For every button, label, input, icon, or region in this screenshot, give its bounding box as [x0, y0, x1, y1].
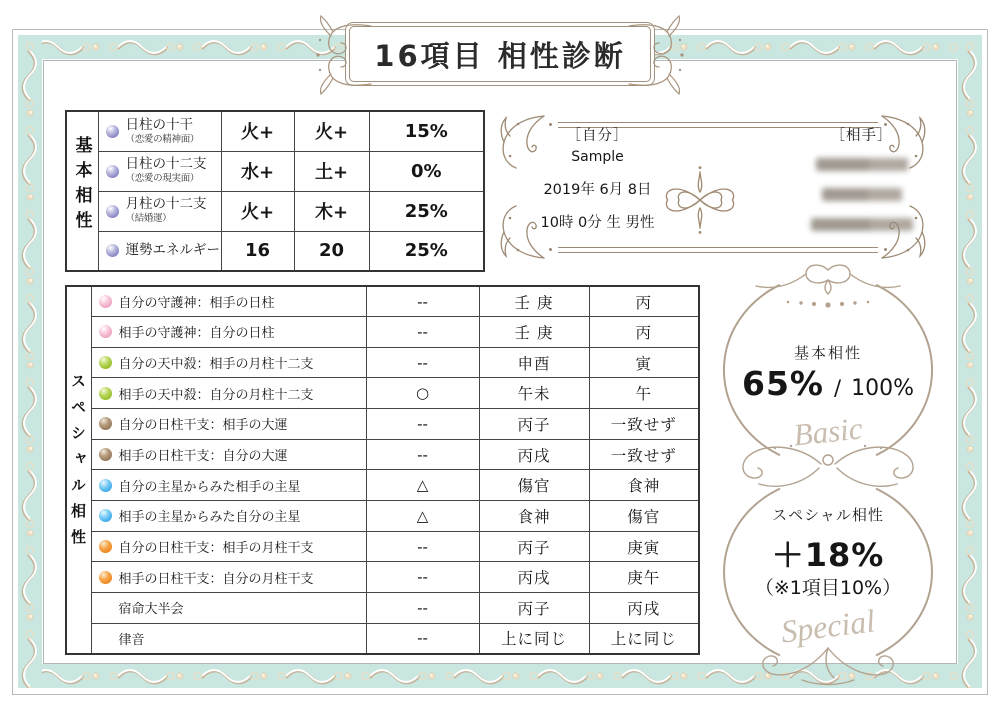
special-score-note: （※1項目10%） [754, 577, 902, 599]
frame-band-left [18, 35, 42, 688]
basic-script-word: Basic [791, 410, 865, 453]
category-ball-icon [106, 165, 119, 178]
special-table-vertical-header: スペシャル相性 [69, 373, 87, 555]
item-label-cell [91, 439, 366, 470]
self-value-cell: 上に同じ [479, 623, 589, 654]
self-value-cell: 午未 [479, 378, 589, 409]
self-value-cell: 16 [221, 231, 294, 271]
item-label-cell [91, 531, 366, 562]
partner-value-cell: 20 [294, 231, 369, 271]
special-compatibility-table [65, 285, 700, 655]
bottom-flourish-icon [742, 642, 914, 686]
judgement-sign-cell: -- [366, 317, 479, 348]
category-ball-icon [99, 632, 112, 645]
category-ball-icon [99, 448, 112, 461]
judgement-sign-cell: △ [366, 501, 479, 532]
table-row [66, 378, 699, 409]
self-value-cell: 丙戌 [479, 439, 589, 470]
basic-score-value-row [712, 364, 944, 403]
partner-value-cell: 丙 [589, 286, 699, 317]
judgement-sign-cell: -- [366, 439, 479, 470]
table-row [66, 409, 699, 440]
item-sublabel: （恋愛の精神面） [125, 133, 200, 145]
self-value-cell: 丙子 [479, 409, 589, 440]
item-label-cell [91, 562, 366, 593]
judgement-sign-cell: -- [366, 409, 479, 440]
item-label: 自分の主星からみた相手の主星 [118, 479, 301, 495]
item-label: 相手の主星からみた自分の主星 [118, 510, 301, 526]
self-birth-time: 10時 0分 生 男性 [540, 215, 655, 231]
judgement-sign-cell: -- [366, 623, 479, 654]
category-ball-icon [106, 205, 119, 218]
score-cell: 0% [369, 151, 484, 191]
profile-divider-bottom [558, 247, 878, 253]
self-value-cell: 丙子 [479, 593, 589, 624]
item-label: 自分の天中殺：相手の月柱十二支 [118, 357, 314, 373]
item-label-cell [91, 347, 366, 378]
special-table-body [66, 286, 699, 654]
item-label: 自分の日柱干支：相手の大運 [118, 418, 288, 434]
table-row [66, 191, 484, 231]
category-ball-icon [99, 540, 112, 553]
item-label-cell [91, 317, 366, 348]
table-row [66, 317, 699, 348]
basic-table-body [66, 111, 484, 271]
self-value-cell: 申酉 [479, 347, 589, 378]
item-label-cell [91, 623, 366, 654]
item-label: 相手の守護神：自分の日柱 [118, 326, 275, 342]
redacted-text-line [822, 188, 902, 201]
divider-flourish-icon [715, 440, 941, 492]
self-value-cell: 水+ [221, 151, 294, 191]
judgement-sign-cell: -- [366, 531, 479, 562]
self-value-cell: 丙戌 [479, 562, 589, 593]
basic-score-max: 100% [851, 376, 914, 401]
partner-value-cell: 傷官 [589, 501, 699, 532]
partner-info-block [794, 124, 929, 231]
partner-heading: ［相手］ [830, 128, 893, 144]
special-script-word: Special [779, 602, 877, 650]
table-row [66, 470, 699, 501]
judgement-sign-cell: ○ [366, 378, 479, 409]
item-label: 相手の天中殺：自分の月柱十二支 [118, 387, 314, 403]
self-birth-date: 2019年 6月 8日 [543, 182, 652, 198]
item-label: 相手の日柱干支：自分の月柱干支 [118, 571, 314, 587]
category-ball-icon [99, 601, 112, 614]
score-cell: 25% [369, 231, 484, 271]
judgement-sign-cell: △ [366, 470, 479, 501]
title-plate [345, 22, 655, 86]
item-label: 宿命大半会 [118, 602, 184, 618]
item-label: 相手の日柱干支：自分の大運 [118, 449, 288, 465]
partner-value-cell: 火+ [294, 111, 369, 151]
score-separator: / [834, 376, 842, 400]
page-title: 16項目 相性診断 [374, 38, 626, 73]
partner-value-cell: 木+ [294, 191, 369, 231]
center-knot-ornament-icon [660, 158, 740, 242]
item-label-cell [91, 409, 366, 440]
category-ball-icon [99, 479, 112, 492]
frame-band-right [958, 35, 982, 688]
item-label: 運勢エネルギー [125, 241, 220, 258]
category-ball-icon [106, 125, 119, 138]
table-row [66, 111, 484, 151]
partner-value-cell: 庚午 [589, 562, 699, 593]
self-value-cell: 丙子 [479, 531, 589, 562]
basic-score-value: 65% [742, 364, 824, 403]
item-label-cell [91, 378, 366, 409]
item-label-cell [91, 501, 366, 532]
basic-compatibility-table [65, 110, 485, 272]
category-ball-icon [99, 571, 112, 584]
self-name: Sample [571, 149, 624, 165]
item-sublabel: （恋愛の現実面） [125, 173, 200, 185]
redacted-text-line [811, 218, 913, 231]
category-ball-icon [99, 295, 112, 308]
partner-value-cell: 午 [589, 378, 699, 409]
partner-value-cell: 庚寅 [589, 531, 699, 562]
partner-value-cell: 一致せず [589, 439, 699, 470]
item-label-cell [98, 191, 221, 231]
self-value-cell: 火+ [221, 111, 294, 151]
basic-table-vertical-header: 基本相性 [71, 136, 92, 236]
table-row [66, 286, 699, 317]
category-ball-icon [99, 356, 112, 369]
table-row [66, 562, 699, 593]
table-row [66, 231, 484, 271]
profile-panel [492, 106, 934, 264]
judgement-sign-cell: -- [366, 562, 479, 593]
special-score-label: スペシャル相性 [772, 506, 884, 524]
score-cell: 25% [369, 191, 484, 231]
score-cell: 15% [369, 111, 484, 151]
category-ball-icon [99, 509, 112, 522]
item-label-cell [98, 231, 221, 271]
item-label: 自分の守護神：相手の日柱 [118, 296, 275, 312]
partner-value-cell: 寅 [589, 347, 699, 378]
table-row [66, 623, 699, 654]
redacted-text-line [816, 158, 908, 171]
basic-score-label: 基本相性 [793, 344, 862, 362]
judgement-sign-cell: -- [366, 347, 479, 378]
self-value-cell: 壬 庚 [479, 286, 589, 317]
table-row [66, 501, 699, 532]
partner-value-cell: 土+ [294, 151, 369, 191]
item-label-cell [98, 111, 221, 151]
item-label: 月柱の十二支 [125, 196, 207, 213]
table-row [66, 439, 699, 470]
partner-value-cell: 丙戌 [589, 593, 699, 624]
item-label-cell [91, 470, 366, 501]
item-label-cell [98, 151, 221, 191]
item-sublabel: （結婚運） [125, 213, 172, 225]
self-value-cell: 傷官 [479, 470, 589, 501]
item-label: 自分の日柱干支：相手の月柱干支 [118, 541, 314, 557]
self-value-cell: 壬 庚 [479, 317, 589, 348]
table-row [66, 347, 699, 378]
self-value-cell: 食神 [479, 501, 589, 532]
item-label-cell [91, 593, 366, 624]
partner-value-cell: 食神 [589, 470, 699, 501]
special-score-value: ＋18% [771, 536, 885, 574]
category-ball-icon [99, 325, 112, 338]
table-row [66, 593, 699, 624]
category-ball-icon [99, 417, 112, 430]
table-row [66, 531, 699, 562]
partner-value-cell: 丙 [589, 317, 699, 348]
self-heading: ［自分］ [566, 128, 629, 144]
item-label-cell [91, 286, 366, 317]
category-ball-icon [99, 387, 112, 400]
self-value-cell: 火+ [221, 191, 294, 231]
table-row [66, 151, 484, 191]
judgement-sign-cell: -- [366, 593, 479, 624]
item-label: 日柱の十干 [125, 116, 193, 133]
category-ball-icon [106, 244, 119, 257]
partner-value-cell: 上に同じ [589, 623, 699, 654]
item-label: 律音 [118, 632, 145, 648]
judgement-sign-cell: -- [366, 286, 479, 317]
item-label: 日柱の十二支 [125, 156, 207, 173]
partner-value-cell: 一致せず [589, 409, 699, 440]
